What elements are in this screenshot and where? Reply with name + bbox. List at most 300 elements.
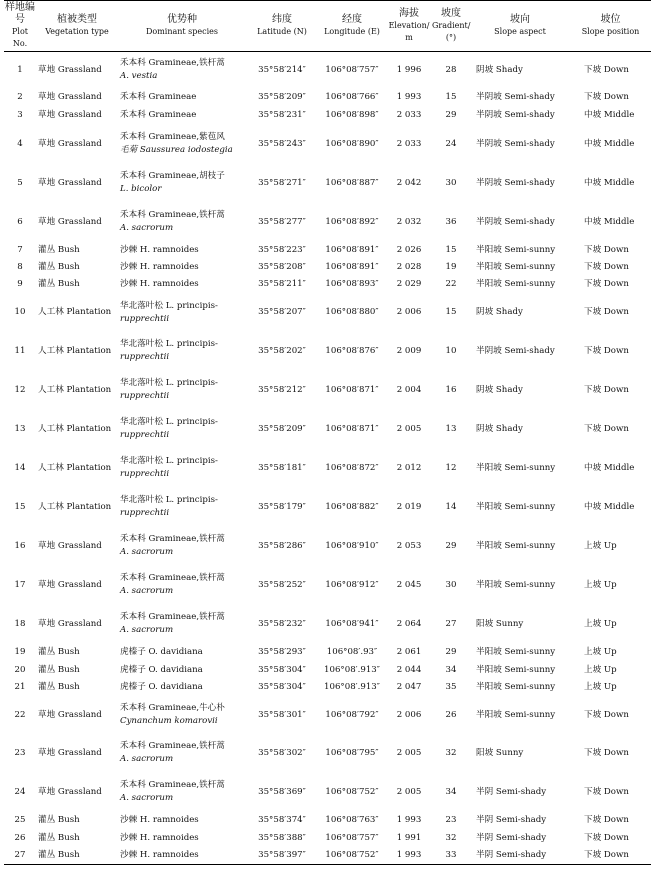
cell-slope-aspect: 阳坡 Sunny [476, 747, 524, 758]
table-row [4, 605, 651, 644]
cell-dominant-species [118, 773, 246, 812]
cell-gradient: 26 [445, 709, 457, 720]
cell-slope-position: 上坡 Up [584, 540, 617, 551]
table-row [4, 52, 651, 89]
species-line-2: rupprechtii [120, 430, 170, 440]
cell-plot: 7 [17, 244, 23, 255]
cell-latitude: 35°58′202″ [258, 345, 306, 356]
header-longitude: 经度 Longitude (E) [318, 1, 386, 52]
cell-dominant-species [118, 734, 246, 773]
species-line-1: 禾本科 Gramineae,铁杆蒿 [120, 534, 225, 544]
species-line-2: rupprechtii [120, 508, 170, 518]
cell-slope-aspect: 半阴坡 Semi-shady [476, 138, 555, 149]
cell-longitude: 106°08′941″ [325, 618, 379, 629]
cell-gradient: 15 [445, 92, 457, 102]
cell-gradient: 15 [445, 244, 457, 255]
cell-latitude: 35°58′271″ [258, 177, 306, 188]
cell-plot: 13 [14, 423, 26, 434]
cell-gradient: 32 [445, 747, 457, 758]
cell-dominant-species [118, 203, 246, 242]
cell-dominant-species [118, 242, 246, 259]
cell-dominant-species [118, 125, 246, 164]
species-line-1: 禾本科 Gramineae,铁杆蒿 [120, 210, 225, 220]
cell-latitude: 35°58′212″ [258, 384, 306, 395]
cell-plot: 20 [14, 664, 26, 675]
cell-vegetation-type: 草地 Grassland [38, 138, 102, 149]
cell-dominant-species [118, 697, 246, 734]
table-row [4, 164, 651, 203]
header-aspect: 坡向 Slope aspect [470, 1, 570, 52]
cell-gradient: 12 [445, 462, 457, 473]
header-plot: 样地编号 Plot No. [4, 1, 36, 52]
cell-slope-position: 上坡 Up [584, 647, 617, 657]
species-line-1: 华北落叶松 L. principis- [120, 456, 218, 466]
cell-gradient: 33 [432, 847, 470, 865]
cell-elevation: 2 044 [396, 664, 422, 675]
cell-plot: 27 [4, 847, 36, 865]
cell-dominant-species [118, 89, 246, 107]
cell-slope-position: 上坡 Up [584, 579, 617, 590]
cell-elevation: 2 061 [396, 647, 422, 657]
cell-longitude: 106°08′912″ [325, 579, 379, 590]
cell-dominant-species [118, 644, 246, 662]
cell-dominant-species [118, 662, 246, 679]
cell-latitude: 35°58′209″ [258, 92, 306, 102]
cell-dominant-species [118, 107, 246, 125]
cell-elevation: 2 047 [396, 682, 422, 692]
cell-longitude: 106°08′887″ [325, 177, 379, 188]
cell-slope-aspect: 半阴 Semi-shady [476, 815, 547, 825]
species-line-1: 禾本科 Gramineae,紫苞风 [120, 132, 225, 142]
species-line-2: A. sacrorum [120, 793, 174, 803]
cell-longitude: 106°08′.913″ [324, 664, 380, 675]
table-row [4, 773, 651, 812]
cell-vegetation-type: 灌丛 Bush [38, 832, 80, 843]
cell-vegetation-type: 灌丛 Bush [36, 847, 118, 865]
cell-dominant-species [118, 527, 246, 566]
table-row [4, 125, 651, 164]
cell-slope-position: 下坡 Down [584, 384, 629, 395]
species-line-1: 华北落叶松 L. principis- [120, 417, 218, 427]
cell-latitude: 35°58′243″ [258, 138, 306, 149]
cell-slope-aspect: 半阳坡 Semi-sunny [476, 709, 556, 720]
cell-longitude: 106°08′766″ [325, 92, 379, 102]
cell-latitude: 35°58′397″ [246, 847, 318, 865]
species-line-1: 禾本科 Gramineae,牛心朴 [120, 703, 225, 713]
cell-slope-position: 下坡 Down [570, 847, 651, 865]
cell-slope-aspect: 阳坡 Sunny [476, 618, 524, 629]
cell-dominant-species [118, 332, 246, 371]
cell-vegetation-type: 草地 Grassland [38, 709, 102, 720]
cell-slope-aspect: 半阳坡 Semi-sunny [476, 682, 556, 692]
cell-dominant-species [118, 52, 246, 89]
cell-latitude: 35°58′209″ [258, 423, 306, 434]
header-gradient: 坡度 Gradient/ (°) [432, 1, 470, 52]
cell-plot: 9 [17, 279, 23, 289]
cell-slope-aspect: 半阳坡 Semi-sunny [476, 244, 556, 255]
species-line-1: 虎榛子 O. davidiana [120, 664, 203, 675]
cell-elevation: 2 033 [396, 138, 422, 149]
cell-slope-position: 下坡 Down [584, 244, 629, 255]
cell-elevation: 2 026 [396, 244, 422, 255]
cell-dominant-species [118, 812, 246, 830]
cell-longitude: 106°08′757″ [325, 64, 379, 75]
cell-vegetation-type: 草地 Grassland [38, 747, 102, 758]
cell-slope-position: 下坡 Down [584, 345, 629, 356]
cell-slope-aspect: 半阳坡 Semi-sunny [476, 501, 556, 512]
cell-plot: 3 [17, 110, 23, 120]
cell-slope-aspect: 半阳坡 Semi-sunny [476, 462, 556, 473]
cell-longitude: 106°08′876″ [325, 345, 379, 356]
cell-slope-position: 中坡 Middle [584, 501, 635, 512]
table-row [4, 662, 651, 679]
cell-gradient: 22 [445, 279, 457, 289]
cell-longitude: 106°08′892″ [325, 216, 379, 227]
cell-slope-position: 中坡 Middle [584, 216, 635, 227]
cell-elevation: 2 005 [396, 423, 422, 434]
cell-slope-position: 下坡 Down [584, 92, 629, 102]
cell-elevation: 2 064 [396, 618, 422, 629]
table-row [4, 294, 651, 332]
table-row [4, 527, 651, 566]
cell-longitude: 106°08′795″ [325, 747, 379, 758]
table-row [4, 259, 651, 276]
cell-plot: 17 [14, 579, 26, 590]
cell-slope-aspect: 阴坡 Shady [476, 423, 523, 434]
cell-elevation: 1 993 [396, 815, 422, 825]
cell-plot: 12 [14, 384, 26, 395]
cell-plot: 4 [17, 138, 23, 149]
cell-plot: 11 [14, 345, 26, 356]
cell-latitude: 35°58′231″ [258, 110, 306, 120]
cell-plot: 25 [14, 815, 26, 825]
cell-elevation: 1 993 [396, 92, 422, 102]
cell-gradient: 29 [445, 540, 457, 551]
plot-table [4, 0, 651, 865]
cell-elevation: 2 005 [396, 786, 422, 797]
cell-vegetation-type: 草地 Grassland [38, 92, 102, 102]
species-line-2: A. sacrorum [120, 625, 174, 635]
cell-vegetation-type: 灌丛 Bush [38, 664, 80, 675]
cell-plot: 16 [14, 540, 26, 551]
species-line-1: 华北落叶松 L. principis- [120, 378, 218, 388]
cell-latitude: 35°58′179″ [258, 501, 306, 512]
species-line-1: 沙棘 H. ramnoides [120, 849, 199, 860]
species-line-2: A. sacrorum [120, 547, 174, 557]
cell-gradient: 34 [445, 786, 457, 797]
species-line-1: 沙棘 H. ramnoides [120, 832, 199, 843]
cell-elevation: 2 042 [396, 177, 422, 188]
table-row [4, 847, 651, 865]
species-line-2: A. vestia [120, 71, 158, 82]
cell-elevation: 1 991 [396, 832, 422, 843]
cell-latitude: 35°58′302″ [258, 747, 306, 758]
cell-longitude: 106°08′891″ [325, 244, 379, 255]
cell-dominant-species [118, 679, 246, 697]
cell-longitude: 106°08′882″ [325, 501, 379, 512]
cell-dominant-species [118, 830, 246, 847]
cell-longitude: 106°08′891″ [325, 261, 379, 272]
table-row [4, 410, 651, 449]
table-row [4, 89, 651, 107]
species-line-1: 虎榛子 O. davidiana [120, 682, 203, 692]
cell-latitude: 35°58′223″ [258, 244, 306, 255]
cell-slope-aspect: 半阴坡 Semi-shady [476, 110, 555, 120]
cell-slope-position: 下坡 Down [584, 709, 629, 720]
cell-elevation: 2 053 [396, 540, 422, 551]
cell-slope-position: 下坡 Down [584, 832, 629, 843]
cell-plot: 6 [17, 216, 23, 227]
cell-longitude: 106°08′792″ [325, 709, 379, 720]
species-line-1: 禾本科 Gramineae,铁杆蒿 [120, 741, 225, 751]
species-line-2: L. bicolor [120, 184, 162, 194]
table-row [4, 488, 651, 527]
species-line-1: 禾本科 Gramineae,铁杆蒿 [120, 780, 225, 790]
species-line-2: 毛菊 Saussurea iodostegia [120, 145, 233, 155]
cell-latitude: 35°58′388″ [258, 832, 306, 843]
cell-latitude: 35°58′304″ [258, 664, 306, 675]
table-row [4, 644, 651, 662]
cell-dominant-species [118, 294, 246, 332]
species-line-1: 沙棘 H. ramnoides [120, 244, 199, 255]
cell-latitude: 35°58′369″ [258, 786, 306, 797]
header-row [4, 1, 651, 52]
cell-gradient: 27 [445, 618, 457, 629]
cell-slope-position: 下坡 Down [584, 815, 629, 825]
cell-elevation: 2 029 [396, 279, 422, 289]
species-line-2: A. sacrorum [120, 754, 174, 764]
cell-slope-aspect: 半阳坡 Semi-sunny [476, 279, 556, 289]
cell-plot: 10 [14, 307, 26, 317]
species-line-1: 虎榛子 O. davidiana [120, 647, 203, 657]
cell-gradient: 14 [445, 501, 457, 512]
cell-longitude: 106°08′752″ [325, 786, 379, 797]
cell-slope-position: 上坡 Up [584, 664, 617, 675]
cell-elevation: 2 033 [396, 110, 422, 120]
cell-gradient: 28 [445, 64, 457, 75]
cell-slope-position: 下坡 Down [584, 64, 629, 75]
species-line-1: 禾本科 Gramineae [120, 92, 197, 102]
species-line-2: rupprechtii [120, 313, 170, 324]
cell-longitude: 106°08′893″ [325, 279, 379, 289]
table-row [4, 697, 651, 734]
cell-longitude: 106°08′890″ [325, 138, 379, 149]
cell-vegetation-type: 草地 Grassland [38, 110, 102, 120]
table-row [4, 812, 651, 830]
cell-dominant-species [118, 276, 246, 294]
species-line-1: 禾本科 Gramineae,铁杆蒿 [120, 58, 225, 69]
cell-vegetation-type: 灌丛 Bush [38, 244, 80, 255]
cell-slope-position: 中坡 Middle [584, 462, 635, 473]
cell-dominant-species [118, 488, 246, 527]
species-line-1: 禾本科 Gramineae,铁杆蒿 [120, 573, 225, 583]
table-row [4, 679, 651, 697]
cell-slope-position: 中坡 Middle [584, 177, 635, 188]
cell-latitude: 35°58′181″ [258, 462, 306, 473]
cell-gradient: 36 [445, 216, 457, 227]
table-row [4, 203, 651, 242]
cell-plot: 18 [14, 618, 26, 629]
cell-plot: 5 [17, 177, 23, 188]
cell-elevation: 2 045 [396, 579, 422, 590]
cell-latitude: 35°58′207″ [258, 307, 306, 317]
cell-longitude: 106°08′763″ [325, 815, 379, 825]
cell-slope-position: 上坡 Up [584, 618, 617, 629]
cell-slope-aspect: 半阳坡 Semi-sunny [476, 579, 556, 590]
cell-elevation: 1 996 [396, 64, 422, 75]
header-species: 优势种 Dominant species [118, 1, 246, 52]
cell-latitude: 35°58′277″ [258, 216, 306, 227]
species-line-1: 禾本科 Gramineae,胡枝子 [120, 171, 225, 181]
cell-gradient: 29 [445, 110, 457, 120]
cell-plot: 2 [17, 92, 23, 102]
cell-dominant-species [118, 449, 246, 488]
species-line-2: rupprechtii [120, 352, 170, 362]
cell-plot: 26 [14, 832, 26, 843]
cell-vegetation-type: 草地 Grassland [38, 786, 102, 797]
cell-plot: 22 [14, 709, 26, 720]
cell-dominant-species [118, 410, 246, 449]
cell-longitude: 106°08′757″ [325, 832, 379, 843]
cell-elevation: 2 028 [396, 261, 422, 272]
cell-vegetation-type: 草地 Grassland [38, 540, 102, 551]
cell-latitude: 35°58′304″ [258, 682, 306, 692]
cell-gradient: 23 [445, 815, 457, 825]
cell-vegetation-type: 草地 Grassland [38, 64, 102, 75]
species-line-1: 禾本科 Gramineae [120, 110, 197, 120]
cell-latitude: 35°58′232″ [258, 618, 306, 629]
species-line-1: 沙棘 H. ramnoides [120, 815, 199, 825]
species-line-2: A. sacrorum [120, 223, 174, 233]
cell-vegetation-type: 人工林 Plantation [38, 423, 112, 434]
cell-latitude: 35°58′214″ [258, 64, 306, 75]
cell-vegetation-type: 草地 Grassland [38, 177, 102, 188]
cell-gradient: 34 [445, 664, 457, 675]
cell-slope-aspect: 半阴坡 Semi-shady [476, 177, 555, 188]
cell-longitude: 106°08′872″ [325, 462, 379, 473]
cell-latitude: 35°58′293″ [258, 647, 306, 657]
cell-slope-aspect: 半阳坡 Semi-sunny [476, 540, 556, 551]
cell-plot: 21 [14, 682, 26, 692]
cell-slope-position: 下坡 Down [584, 747, 629, 758]
table-row [4, 449, 651, 488]
cell-longitude: 106°08′910″ [325, 540, 379, 551]
table-row [4, 734, 651, 773]
species-line-2: rupprechtii [120, 469, 170, 479]
cell-longitude: 106°08′871″ [325, 384, 379, 395]
cell-slope-aspect: 半阴 Semi-shady [476, 832, 547, 843]
cell-slope-position: 上坡 Up [584, 682, 617, 692]
species-line-1: 华北落叶松 L. principis- [120, 300, 218, 311]
cell-gradient: 35 [445, 682, 457, 692]
cell-gradient: 13 [445, 423, 457, 434]
cell-latitude: 35°58′301″ [258, 709, 306, 720]
cell-dominant-species [118, 847, 246, 865]
cell-slope-aspect: 半阴 Semi-shady [470, 847, 570, 865]
table-row [4, 566, 651, 605]
cell-slope-position: 下坡 Down [584, 307, 629, 317]
species-line-1: 禾本科 Gramineae,铁杆蒿 [120, 612, 225, 622]
species-line-1: 沙棘 H. ramnoides [120, 279, 199, 289]
cell-slope-position: 中坡 Middle [584, 138, 635, 149]
cell-plot: 24 [14, 786, 26, 797]
cell-gradient: 24 [445, 138, 457, 149]
cell-dominant-species [118, 164, 246, 203]
cell-vegetation-type: 人工林 Plantation [38, 501, 112, 512]
cell-plot: 8 [17, 261, 23, 272]
table-row [4, 276, 651, 294]
cell-vegetation-type: 灌丛 Bush [38, 815, 80, 825]
cell-latitude: 35°58′211″ [258, 279, 306, 289]
cell-slope-aspect: 半阳坡 Semi-sunny [476, 664, 556, 675]
cell-gradient: 30 [445, 177, 457, 188]
cell-longitude: 106°08′898″ [325, 110, 379, 120]
cell-slope-position: 下坡 Down [584, 423, 629, 434]
cell-latitude: 35°58′208″ [258, 261, 306, 272]
cell-dominant-species [118, 259, 246, 276]
cell-latitude: 35°58′252″ [258, 579, 306, 590]
cell-plot: 23 [14, 747, 26, 758]
cell-vegetation-type: 灌丛 Bush [38, 647, 80, 657]
cell-slope-aspect: 半阳坡 Semi-sunny [476, 261, 556, 272]
cell-slope-aspect: 半阳坡 Semi-sunny [476, 647, 556, 657]
table-body [4, 52, 651, 865]
cell-slope-position: 中坡 Middle [584, 110, 635, 120]
cell-gradient: 29 [445, 647, 457, 657]
cell-elevation: 2 006 [396, 709, 422, 720]
cell-slope-aspect: 阴坡 Shady [476, 64, 523, 75]
cell-plot: 19 [14, 647, 26, 657]
cell-slope-aspect: 阴坡 Shady [476, 384, 523, 395]
cell-vegetation-type: 草地 Grassland [38, 216, 102, 227]
cell-vegetation-type: 灌丛 Bush [38, 261, 80, 272]
cell-vegetation-type: 人工林 Plantation [38, 345, 112, 356]
cell-slope-position: 下坡 Down [584, 786, 629, 797]
cell-elevation: 2 019 [396, 501, 422, 512]
cell-dominant-species [118, 371, 246, 410]
cell-elevation: 2 005 [396, 747, 422, 758]
cell-gradient: 19 [445, 261, 457, 272]
cell-slope-aspect: 半阴坡 Semi-shady [476, 92, 555, 102]
cell-elevation: 2 004 [396, 384, 422, 395]
cell-vegetation-type: 草地 Grassland [38, 618, 102, 629]
cell-elevation: 2 006 [396, 307, 422, 317]
cell-plot: 14 [14, 462, 26, 473]
cell-elevation: 2 009 [396, 345, 422, 356]
header-latitude: 纬度 Latitude (N) [246, 1, 318, 52]
table-row [4, 107, 651, 125]
cell-elevation: 2 032 [396, 216, 422, 227]
species-line-2: A. sacrorum [120, 586, 174, 596]
table-row [4, 242, 651, 259]
cell-vegetation-type: 人工林 Plantation [38, 307, 112, 317]
cell-slope-position: 下坡 Down [584, 261, 629, 272]
cell-gradient: 30 [445, 579, 457, 590]
species-line-2: rupprechtii [120, 391, 170, 401]
cell-plot: 15 [14, 501, 26, 512]
cell-slope-aspect: 阴坡 Shady [476, 307, 523, 317]
table-row [4, 332, 651, 371]
cell-vegetation-type: 灌丛 Bush [38, 682, 80, 692]
cell-longitude: 106°08′.93″ [326, 647, 378, 657]
cell-longitude: 106°08′752″ [318, 847, 386, 865]
cell-gradient: 16 [445, 384, 457, 395]
cell-latitude: 35°58′286″ [258, 540, 306, 551]
species-line-1: 华北落叶松 L. principis- [120, 495, 218, 505]
cell-dominant-species [118, 566, 246, 605]
cell-gradient: 32 [445, 832, 457, 843]
header-type: 植被类型 Vegetation type [36, 1, 118, 52]
